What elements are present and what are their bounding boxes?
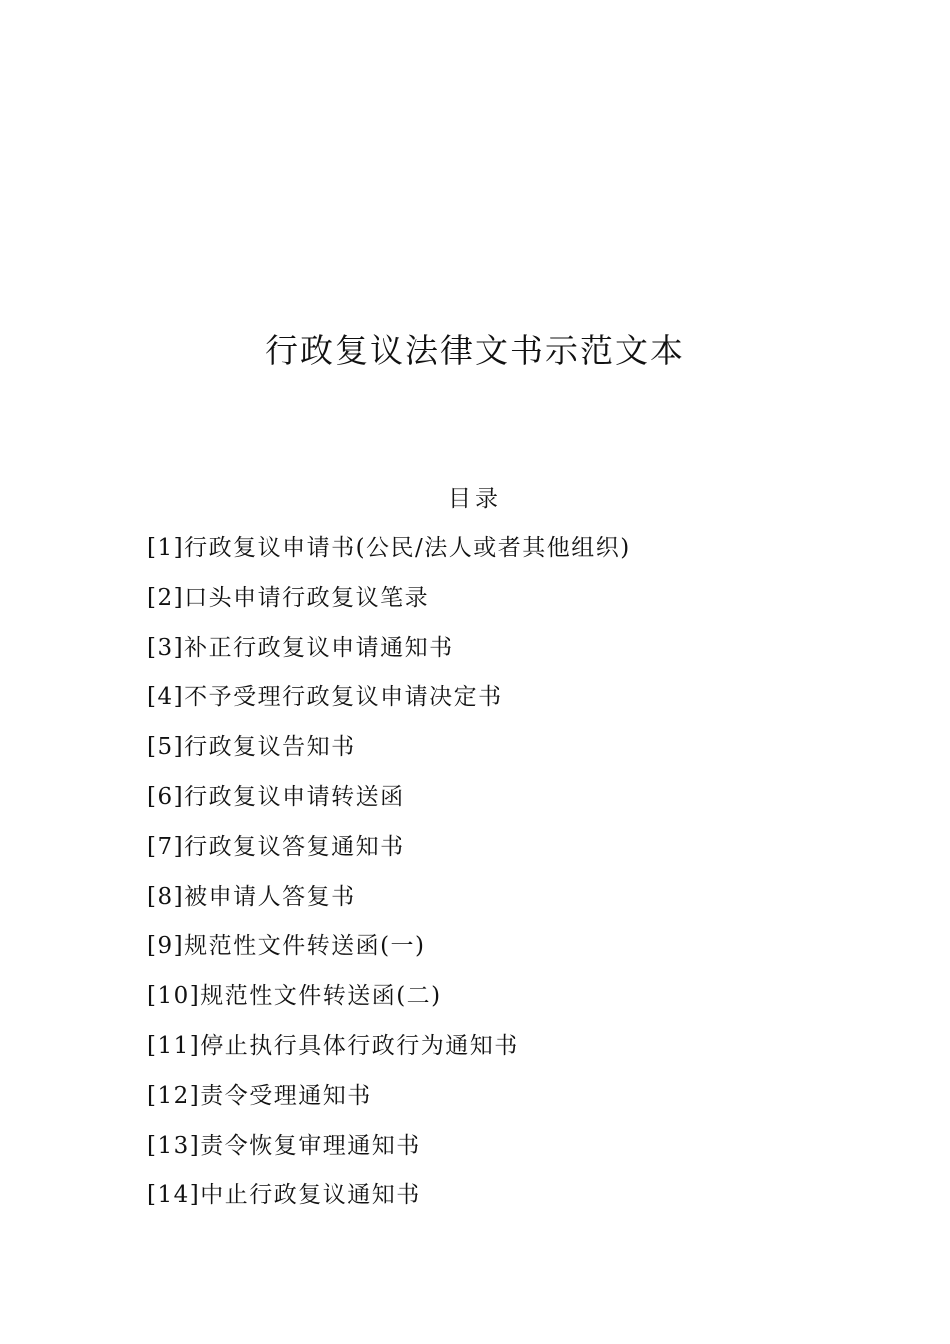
- toc-item: [1]行政复议申请书(公民/法人或者其他组织): [147, 535, 631, 561]
- toc-heading: 目录: [448, 486, 502, 512]
- toc-item: [6]行政复议申请转送函: [147, 783, 405, 810]
- toc-item: [13]责令恢复审理通知书: [147, 1132, 421, 1159]
- toc-item: [7]行政复议答复通知书: [147, 833, 405, 860]
- toc-item: [10]规范性文件转送函(二): [147, 983, 442, 1010]
- toc-item: [3]补正行政复议申请通知书: [147, 634, 454, 661]
- table-of-contents: [147, 528, 847, 1225]
- toc-item: [4]不予受理行政复议申请决定书: [147, 684, 503, 711]
- toc-item: [9]规范性文件转送函(一): [147, 933, 426, 960]
- toc-item: [14]中止行政复议通知书: [147, 1182, 421, 1209]
- document-title: 行政复议法律文书示范文本: [265, 331, 685, 370]
- toc-item: [12]责令受理通知书: [147, 1082, 372, 1109]
- toc-item: [8]被申请人答复书: [147, 883, 356, 910]
- toc-item: [5]行政复议告知书: [147, 734, 356, 761]
- toc-item: [11]停止执行具体行政行为通知书: [147, 1032, 519, 1059]
- toc-item: [2]口头申请行政复议笔录: [147, 584, 430, 611]
